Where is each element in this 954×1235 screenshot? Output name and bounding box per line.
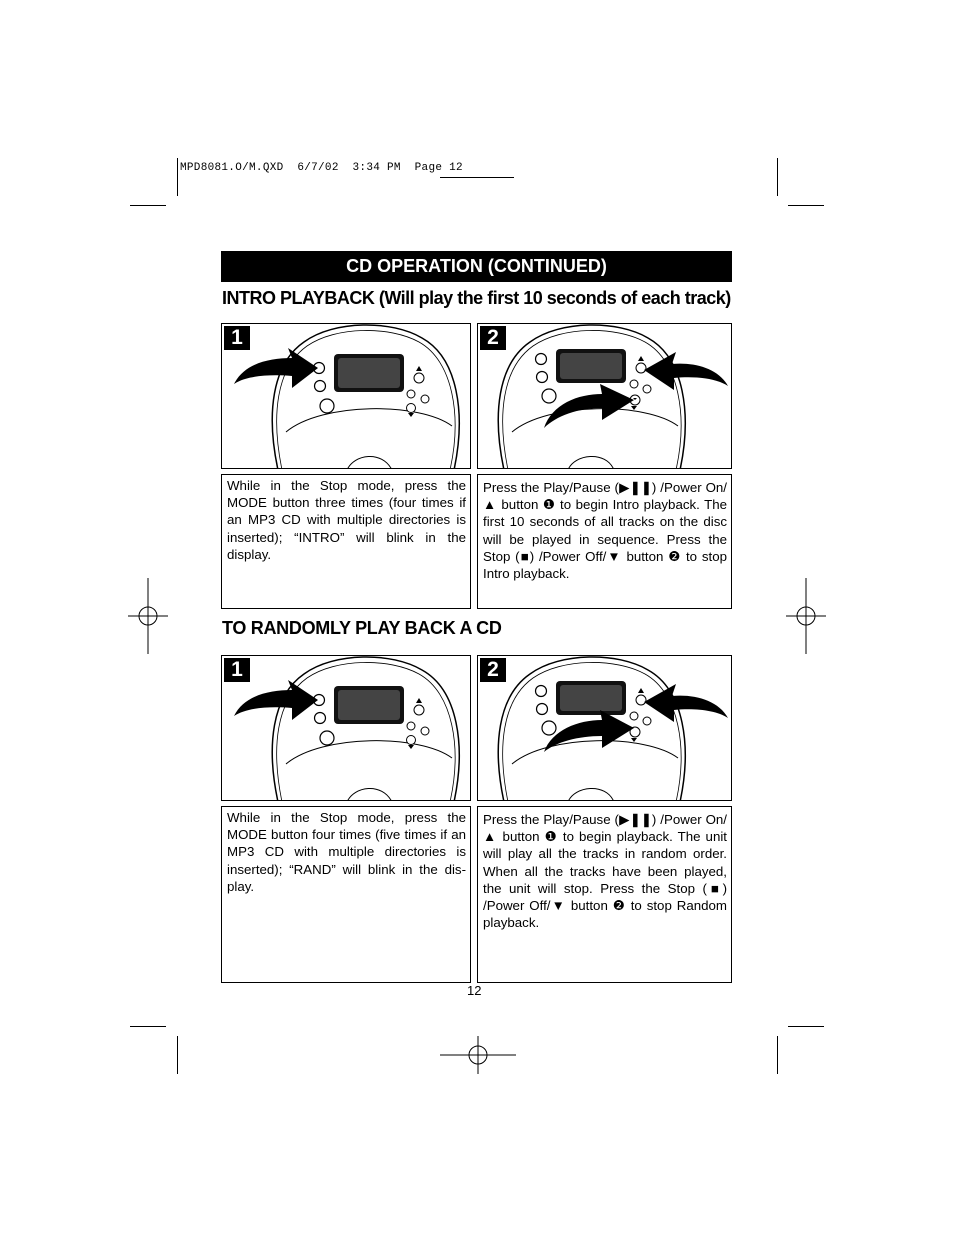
registration-mark-left (128, 578, 168, 654)
registration-mark-bottom (440, 1036, 516, 1074)
section-title: CD OPERATION (CONTINUED) (221, 251, 732, 282)
intro-step2-illustration (477, 323, 732, 469)
instruction-text: Press the Play/Pause (▶❚❚) /Power On/▲ button ❶ to begin playback. The unit will play all the tracks in random order. When all the tracks have been played, the unit will stop. Press the Stop (■) /Power Off/▼ button ❷ to stop Random playback. (483, 812, 727, 931)
cd-player-play-stop-illustration (478, 324, 732, 469)
random-step1-instructions (221, 806, 471, 983)
registration-mark-right (786, 578, 826, 654)
step-number: 1 (224, 326, 250, 350)
step-number: 1 (224, 658, 250, 682)
step-number: 2 (480, 326, 506, 350)
random-step1-illustration (221, 655, 471, 801)
printer-slug: MPD8081.O/M.QXD 6/7/02 3:34 PM Page 12 (180, 162, 463, 174)
step-number: 2 (480, 658, 506, 682)
intro-step1-instructions (221, 474, 471, 609)
intro-step1-illustration (221, 323, 471, 469)
page-number: 12 (467, 983, 482, 998)
instruction-text: Press the Play/Pause (▶❚❚) /Power On/▲ button ❶ to begin Intro playback. The first 10 seconds of all tracks on the disc will be played in sequence. Press the Stop (■) /Power Off/▼ button ❷ to stop Intro playback. (483, 480, 727, 582)
random-step2-illustration (477, 655, 732, 801)
cd-player-play-stop-illustration (478, 656, 732, 801)
instruction-text: While in the Stop mode, press the MODE button four times (five times if an MP3 CD with multiple directories is inserted); “RAND” will blink in the dis-play. (227, 810, 466, 894)
cd-player-mode-button-illustration (222, 656, 471, 801)
instruction-text: While in the Stop mode, press the MODE button three times (four times if an MP3 CD with multiple directories is inserted); “INTRO” will blink in the display. (227, 478, 466, 562)
intro-step2-instructions (477, 474, 732, 609)
intro-heading: INTRO PLAYBACK (Will play the first 10 seconds of each track) (222, 288, 731, 308)
cd-player-mode-button-illustration (222, 324, 471, 469)
random-step2-instructions (477, 806, 732, 983)
random-heading: TO RANDOMLY PLAY BACK A CD (222, 618, 502, 638)
